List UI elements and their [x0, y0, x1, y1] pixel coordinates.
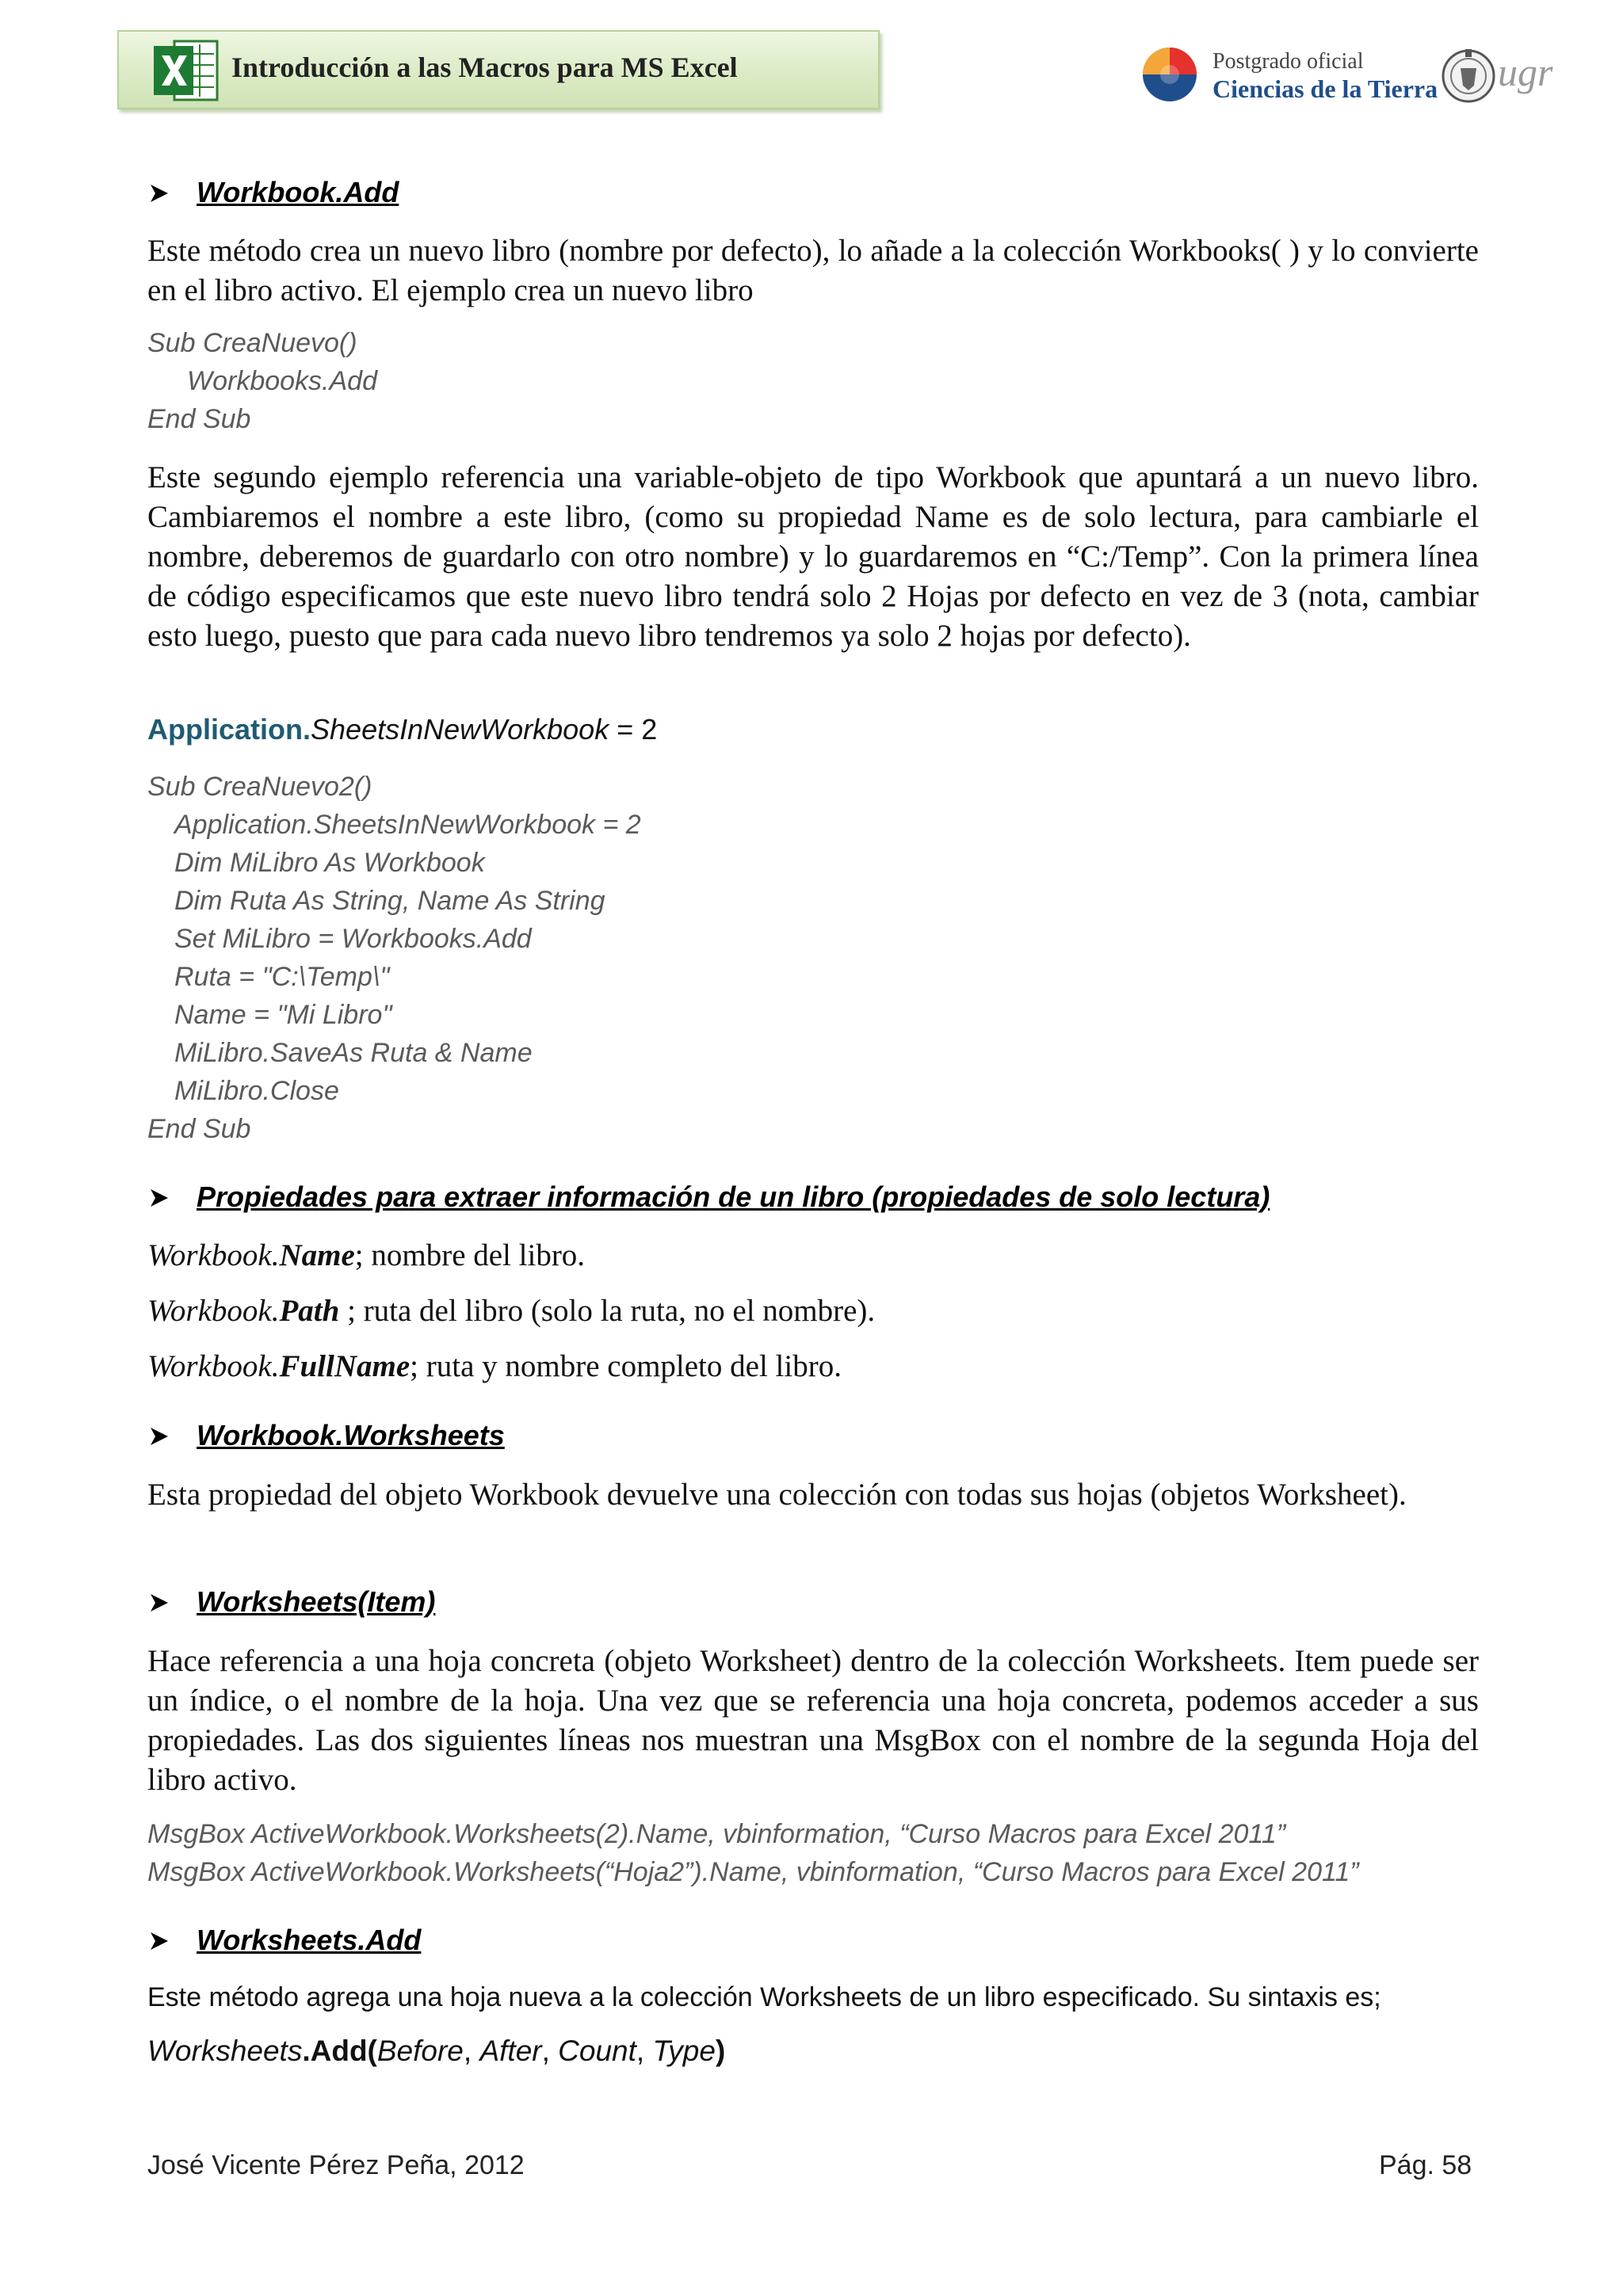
syntax-line: Worksheets.Add(Before, After, Count, Type) — [147, 2035, 726, 2067]
paragraph: Esta propiedad del objeto Workbook devuelve una colección con todas sus hojas (objetos Worksheet). — [147, 1478, 1407, 1512]
excel-icon — [151, 36, 220, 105]
paragraph: Este método crea un nuevo libro (nombre por defecto), lo añade a la colección Workbooks( ) y lo convierte en el libro activo. El ejemplo crea un nuevo libro — [147, 234, 1479, 307]
code-statement: Application.SheetsInNewWorkbook = 2 — [147, 713, 658, 746]
code-line: Sub CreaNuevo2() — [147, 772, 372, 802]
page-number: Pág. 58 — [1379, 2150, 1472, 2180]
code-line: Workbooks.Add — [187, 366, 377, 396]
arrow-bullet-icon — [147, 1591, 171, 1615]
code-line: End Sub — [147, 1114, 251, 1144]
property-line-name: Workbook.Name; nombre del libro. — [147, 1238, 586, 1272]
code-property: SheetsInNewWorkbook — [311, 713, 609, 746]
arrow-bullet-icon — [147, 1186, 171, 1210]
ugr-logo-text: ugr — [1498, 50, 1553, 94]
arrow-bullet-icon — [147, 181, 171, 205]
logo-title: Ciencias de la Tierra — [1212, 74, 1438, 103]
university-seal-icon — [1441, 46, 1496, 105]
section-heading-properties: Propiedades para extraer información de un libro (propiedades de solo lectura) — [197, 1180, 1270, 1213]
section-heading-workbook-add: Workbook.Add — [197, 176, 399, 208]
arrow-bullet-icon — [147, 1929, 171, 1953]
code-line: MsgBox ActiveWorkbook.Worksheets(“Hoja2”).Name, vbinformation, “Curso Macros para Excel 2011” — [147, 1857, 1359, 1887]
section-heading-workbook-worksheets: Workbook.Worksheets — [197, 1419, 505, 1451]
code-line: MsgBox ActiveWorkbook.Worksheets(2).Name, vbinformation, “Curso Macros para Excel 2011” — [147, 1819, 1286, 1849]
section-heading-worksheets-item: Worksheets(Item) — [197, 1585, 436, 1618]
code-line: Dim Ruta As String, Name As String — [174, 886, 605, 916]
arrow-bullet-icon — [147, 1425, 171, 1448]
earth-logo-icon — [1141, 46, 1198, 103]
property-line-fullname: Workbook.FullName; ruta y nombre completo del libro. — [147, 1349, 842, 1383]
property-line-path: Workbook.Path ; ruta del libro (solo la ruta, no el nombre). — [147, 1294, 876, 1328]
code-object: Application — [147, 713, 303, 746]
paragraph: Este segundo ejemplo referencia una variable-objeto de tipo Workbook que apuntará a un nuevo libro. Cambiaremos el nombre a este libro, (como su propiedad Name es de solo lectura, para cambiarle el nombre, deberemos de guardarlo con otro nombre) y lo guardaremos en “C:/Temp”. Con la primera línea de código especificamos que este nuevo libro tendrá solo 2 Hojas por defecto en vez de 3 (nota, cambiar esto luego, puesto que para cada nuevo libro tendremos ya solo 2 hojas por defecto). — [147, 460, 1479, 653]
section-heading-worksheets-add: Worksheets.Add — [197, 1924, 422, 1956]
code-line: MiLibro.Close — [174, 1076, 339, 1106]
code-line: Sub CreaNuevo() — [147, 328, 357, 358]
code-line: Dim MiLibro As Workbook — [174, 848, 485, 878]
logo-subtitle: Postgrado oficial — [1212, 49, 1364, 74]
code-line: Application.SheetsInNewWorkbook = 2 — [174, 810, 641, 840]
code-line: Name = "Mi Libro" — [174, 1000, 392, 1030]
paragraph: Hace referencia a una hoja concreta (objeto Worksheet) dentro de la colección Worksheets. Item puede ser un índice, o el nombre de la hoja. Una vez que se referencia una hoja concreta, podemos acceder a sus propiedades. Las dos siguientes líneas nos muestran una MsgBox con el nombre de la segunda Hoja del libro activo. — [147, 1644, 1479, 1797]
code-line: End Sub — [147, 404, 251, 434]
paragraph: Este método agrega una hoja nueva a la colección Worksheets de un libro especificado. Su sintaxis es; — [147, 1982, 1381, 2012]
code-value: = 2 — [609, 713, 658, 746]
footer-author: José Vicente Pérez Peña, 2012 — [147, 2150, 525, 2180]
code-line: Set MiLibro = Workbooks.Add — [174, 924, 532, 954]
code-line: MiLibro.SaveAs Ruta & Name — [174, 1038, 533, 1068]
header-title: Introducción a las Macros para MS Excel — [231, 51, 738, 83]
code-line: Ruta = "C:\Temp\" — [174, 962, 390, 992]
